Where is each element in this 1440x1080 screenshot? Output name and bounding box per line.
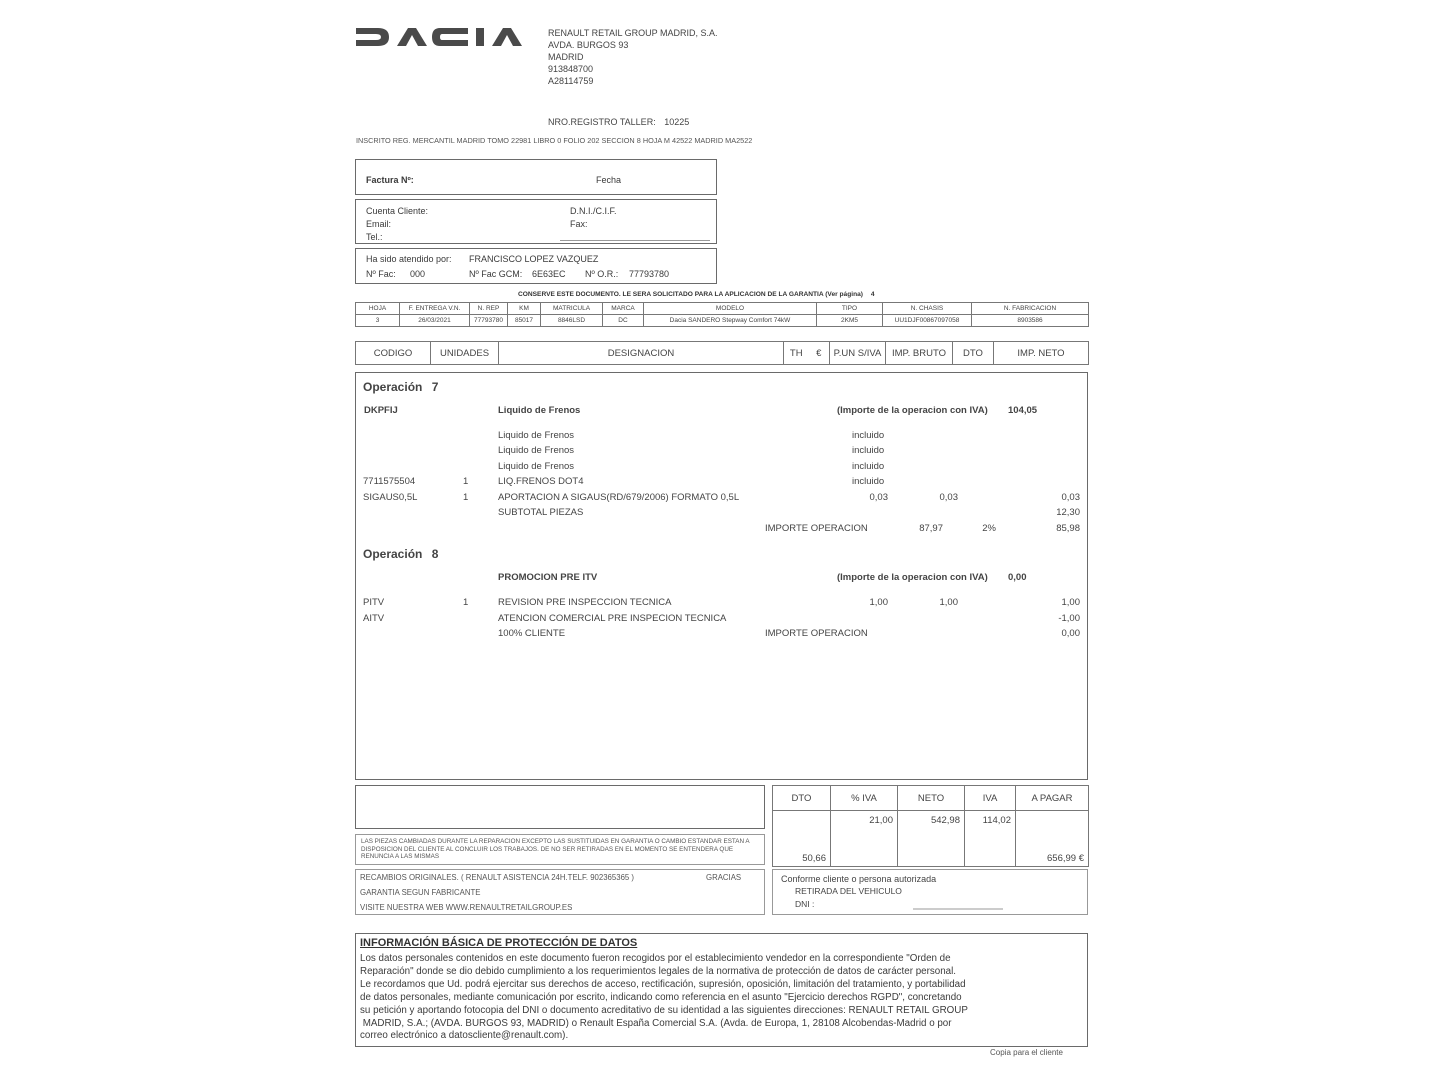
gar-hoja: 3	[356, 315, 400, 327]
factura-num-label: Factura Nº:	[366, 175, 414, 185]
op7-l0-desc: Liquido de Frenos	[498, 430, 575, 441]
copia-text: Copia para el cliente	[990, 1048, 1063, 1057]
proteccion-line: Reparación" donde se dio debido cumplimiento a los requerimientos legales de la normativa de protección de datos de carácter personal.	[360, 965, 956, 977]
factura-box	[355, 159, 717, 195]
garantia-table	[355, 302, 1089, 327]
proteccion-body	[360, 953, 968, 1043]
op7-l2-p1: incluido	[852, 461, 885, 472]
col-euro: €	[809, 342, 830, 365]
op7-code: DKPFIJ	[364, 405, 398, 416]
op8-l0-neto: 1,00	[1061, 597, 1080, 608]
col-th: TH	[784, 342, 809, 365]
gar-h-hoja: HOJA	[356, 303, 400, 315]
op8-name: PROMOCION PRE ITV	[498, 572, 598, 583]
conserve-page: 4	[870, 291, 875, 298]
signature-line	[913, 908, 1003, 910]
tot-h-iva: IVA	[965, 786, 1016, 811]
fecha-label: Fecha	[596, 175, 622, 185]
legal-box	[355, 834, 765, 865]
fax-label: Fax:	[570, 219, 588, 229]
op7-importe-value: 104,05	[1008, 405, 1038, 416]
op8-l0-p1: 1,00	[869, 597, 888, 608]
nfac-value: 000	[410, 269, 426, 279]
gar-fabricacion: 8903586	[972, 315, 1089, 327]
op8-l0-desc: REVISION PRE INSPECCION TECNICA	[498, 597, 672, 608]
web-text: VISITE NUESTRA WEB WWW.RENAULTRETAILGROUP.ES	[360, 903, 573, 912]
op7-l6-imp-label: IMPORTE OPERACION	[765, 523, 868, 534]
gar-h-fentrega: F. ENTREGA V.N.	[400, 303, 470, 315]
op7-num: 7	[431, 380, 439, 394]
op8-l0-code: PITV	[363, 597, 385, 608]
col-pun: P.UN S/IVA	[830, 342, 886, 365]
col-neto: IMP. NETO	[994, 342, 1089, 365]
columns-header	[355, 341, 1089, 365]
op8-title-label: Operación	[363, 547, 423, 561]
gar-nrep: 77793780	[470, 315, 508, 327]
gar-h-marca: MARCA	[603, 303, 644, 315]
tot-iva-pct: 21,00	[831, 811, 898, 867]
atendido-box	[355, 248, 717, 284]
op8-num: 8	[431, 547, 439, 561]
op7-importe-label: (Importe de la operacion con IVA)	[837, 405, 988, 416]
op7-name: Liquido de Frenos	[498, 405, 581, 416]
gar-fentrega: 26/03/2021	[400, 315, 470, 327]
proteccion-line: correo electrónico a datoscliente@renault.com).	[360, 1030, 569, 1042]
gcm-value: 6E63EC	[532, 269, 566, 279]
tot-h-neto: NETO	[898, 786, 965, 811]
dni-label: D.N.I./C.I.F.	[570, 206, 617, 216]
dacia-logo	[356, 26, 538, 48]
conserve-note	[518, 291, 875, 298]
registro-taller	[548, 116, 689, 128]
op8-importe-label: (Importe de la operacion con IVA)	[837, 572, 988, 583]
op8-l1-code: AITV	[363, 613, 385, 624]
gar-modelo: Dacia SANDERO Stepway Comfort 74kW	[644, 315, 817, 327]
tot-h-pagar: A PAGAR	[1016, 786, 1089, 811]
op7-l5-desc: SUBTOTAL PIEZAS	[498, 507, 584, 518]
gar-h-tipo: TIPO	[817, 303, 883, 315]
footer-right-box	[772, 869, 1088, 915]
company-name: RENAULT RETAIL GROUP MADRID, S.A.	[548, 28, 718, 38]
recambios-text: RECAMBIOS ORIGINALES. ( RENAULT ASISTENCIA 24H.TELF. 902365365 )	[360, 873, 635, 882]
tot-neto: 542,98	[898, 811, 965, 867]
gar-h-modelo: MODELO	[644, 303, 817, 315]
op8-title	[363, 547, 438, 561]
gar-h-matricula: MATRICULA	[541, 303, 603, 315]
op7-l4-neto: 0,03	[1061, 492, 1080, 503]
proteccion-box	[355, 933, 1088, 1047]
gar-h-fabricacion: N. FABRICACION	[972, 303, 1089, 315]
op8-importe-value: 0,00	[1008, 572, 1027, 583]
company-address: AVDA. BURGOS 93	[548, 40, 629, 50]
op7-l6-p2: 87,97	[919, 523, 943, 534]
op7-l4-desc: APORTACION A SIGAUS(RD/679/2006) FORMATO 0,5L	[498, 492, 740, 503]
col-unidades: UNIDADES	[431, 342, 499, 365]
email-label: Email:	[366, 219, 392, 229]
op8-l2-imp-label: IMPORTE OPERACION	[765, 628, 868, 639]
op7-l4-units: 1	[463, 492, 469, 503]
registro-label: NRO.REGISTRO TALLER:	[548, 117, 656, 127]
inscrito-text: INSCRITO REG. MERCANTIL MADRID TOMO 22981 LIBRO 0 FOLIO 202 SECCION 8 HOJA M 42522 MADRID MA2522	[356, 136, 753, 145]
gar-matricula: 8846LSD	[541, 315, 603, 327]
op7-title	[363, 380, 438, 394]
tot-pagar: 656,99 €	[1016, 811, 1089, 867]
op8-l0-units: 1	[463, 597, 469, 608]
proteccion-line: Los datos personales contenidos en este documento fueron recogidos por el establecimiento vendedor en la correspondiente "Orden de	[360, 953, 951, 964]
op7-l1-desc: Liquido de Frenos	[498, 445, 575, 456]
company-phone: 913848700	[548, 64, 594, 74]
proteccion-line: de datos personales, mediante comunicación por escrito, indicando como referencia en el asunto "Ejercicio derechos RGPD", concretando	[360, 991, 962, 1003]
gar-km: 85017	[508, 315, 541, 327]
cliente-box	[355, 199, 717, 244]
op7-l4-code: SIGAUS0,5L	[363, 492, 418, 503]
company-cif: A28114759	[548, 76, 594, 86]
op7-l3-desc: LIQ.FRENOS DOT4	[498, 476, 584, 487]
footer-left-box	[355, 869, 765, 915]
gar-h-nrep: N. REP	[470, 303, 508, 315]
lines-box	[355, 372, 1088, 780]
garantia-data-row	[356, 315, 1089, 327]
col-bruto: IMP. BRUTO	[886, 342, 953, 365]
conforme-text: Conforme cliente o persona autorizada	[781, 874, 937, 884]
gar-tipo: 2KM5	[817, 315, 883, 327]
garantia-header-row	[356, 303, 1089, 315]
gar-h-chasis: N. CHASIS	[883, 303, 972, 315]
proteccion-title: INFORMACIÓN BÁSICA DE PROTECCIÓN DE DATOS	[360, 937, 638, 949]
tot-h-iva-pct: % IVA	[831, 786, 898, 811]
tot-iva: 114,02	[965, 811, 1016, 867]
tel-label: Tel.:	[366, 232, 383, 242]
col-codigo: CODIGO	[356, 342, 431, 365]
op8-l0-p2: 1,00	[939, 597, 958, 608]
op7-l3-code: 7711575504	[363, 476, 416, 487]
company-block	[548, 27, 718, 87]
op7-l4-p2: 0,03	[939, 492, 958, 503]
op7-l5-neto: 12,30	[1056, 507, 1080, 518]
gcm-label: Nº Fac GCM:	[469, 269, 523, 279]
gracias-text: GRACIAS	[706, 873, 742, 882]
notes-box	[355, 785, 765, 829]
proteccion-line: su petición y aportando fotocopia del DNI o documento acreditativo de su identidad a las siguientes direcciones: RENAULT RETAIL GROUP	[360, 1004, 968, 1016]
op7-l4-p1: 0,03	[869, 492, 888, 503]
gar-chasis: UU1DJF00867097058	[883, 315, 972, 327]
op7-l6-dto: 2%	[982, 523, 996, 534]
op7-l0-p1: incluido	[852, 430, 885, 441]
legal-text: LAS PIEZAS CAMBIADAS DURANTE LA REPARACION EXCEPTO LAS SUSTITUIDAS EN GARANTIA O CAMBIO ESTANDAR ESTAN A DISPOSICION DEL CLIENTE AL CONCLUIR LOS TRABAJOS. DE NO SER RETIRADAS EN EL MOMENTO SE ENTENDERA QUE RENUNCIA A LAS MISMAS	[361, 838, 750, 860]
op8-l2-neto: 0,00	[1061, 628, 1080, 639]
cuenta-label: Cuenta Cliente:	[366, 206, 429, 216]
gar-marca: DC	[603, 315, 644, 327]
op7-l1-p1: incluido	[852, 445, 885, 456]
op7-l3-p1: incluido	[852, 476, 885, 487]
retirada-text: RETIRADA DEL VEHICULO	[795, 886, 902, 896]
col-dto: DTO	[953, 342, 994, 365]
garantia-text: GARANTIA SEGUN FABRICANTE	[360, 888, 481, 897]
op7-title-label: Operación	[363, 380, 423, 394]
or-value: 77793780	[629, 269, 670, 279]
nfac-label: Nº Fac:	[366, 269, 396, 279]
op7-l3-units: 1	[463, 476, 469, 487]
proteccion-line: Le recordamos que Ud. podrá ejercitar sus derechos de acceso, rectificación, supresión, oposición, limitación del tratamiento, y portabilidad	[360, 978, 966, 990]
gar-h-km: KM	[508, 303, 541, 315]
invoice-page	[340, 8, 1100, 1068]
tot-h-dto: DTO	[773, 786, 831, 811]
atendido-name: FRANCISCO LOPEZ VAZQUEZ	[469, 254, 599, 264]
op8-l2-desc: 100% CLIENTE	[498, 628, 566, 639]
dni-text: DNI :	[795, 899, 815, 909]
op8-l1-desc: ATENCION COMERCIAL PRE INSPECION TECNICA	[498, 613, 727, 624]
op8-l1-neto: -1,00	[1058, 613, 1080, 624]
op7-l2-desc: Liquido de Frenos	[498, 461, 575, 472]
or-label: Nº O.R.:	[585, 269, 619, 279]
col-designacion: DESIGNACION	[499, 342, 784, 365]
registro-value: 10225	[664, 117, 690, 127]
company-city: MADRID	[548, 52, 584, 62]
proteccion-line: MADRID, S.A.; (AVDA. BURGOS 93, MADRID) o Renault España Comercial S.A. (Avda. de Europa, 1, 28108 Alcobendas-Madrid o por	[360, 1017, 952, 1029]
conserve-text: CONSERVE ESTE DOCUMENTO. LE SERA SOLICITADO PARA LA APLICACION DE LA GARANTIA (Ver página)	[518, 291, 863, 298]
atendido-label: Ha sido atendido por:	[366, 254, 452, 264]
totals-table	[772, 785, 1089, 867]
op7-l6-neto: 85,98	[1056, 523, 1080, 534]
tot-dto: 50,66	[773, 811, 831, 867]
